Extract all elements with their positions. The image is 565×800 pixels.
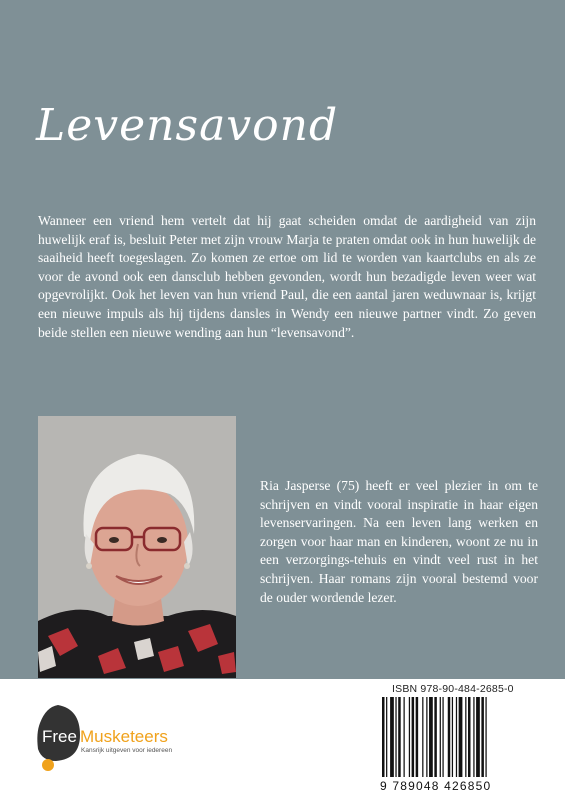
barcode-bar xyxy=(485,697,486,777)
barcode xyxy=(380,697,530,779)
barcode-bar xyxy=(456,697,457,777)
isbn-label: ISBN 978-90-484-2685-0 xyxy=(392,683,514,695)
barcode-bar xyxy=(448,697,451,777)
barcode-bar xyxy=(452,697,453,777)
barcode-bar xyxy=(465,697,466,777)
barcode-bar xyxy=(395,697,396,777)
barcode-bar xyxy=(440,697,441,777)
ean-digits: 9 789048 426850 xyxy=(380,779,492,793)
barcode-bar xyxy=(386,697,387,777)
barcode-bar xyxy=(398,697,401,777)
barcode-bar xyxy=(422,697,423,777)
author-photo xyxy=(38,416,236,678)
barcode-bar xyxy=(416,697,419,777)
barcode-bar xyxy=(429,697,433,777)
publisher-strip xyxy=(0,679,565,800)
book-title: Levensavond xyxy=(36,100,339,151)
barcode-bar xyxy=(468,697,471,777)
publisher-logo xyxy=(36,703,206,773)
publisher-name-musketeers: Musketeers xyxy=(80,727,168,746)
book-blurb: Wanneer een vriend hem vertelt dat hij gaat scheiden omdat de aardigheid van zijn huwelijk eraf is, besluit Peter met zijn vrouw Marja te praten omdat ook in hun huwelijk de saaiheid heeft toegeslagen. Zo komen ze ertoe om lid te worden van kaartclubs en als ze voor de avond ook een dansclub hebben gevonden, wordt hun bezadigde leven weer wat opgevrolijkt. Ook het leven van hun vriend Paul, die een aantal jaren weduwnaar is, krijgt een nieuwe impuls als hij tijdens dansles in Wendy een nieuwe partner vindt. Zo geven beide stellen een nieuwe wending aan hun “levensavond”. xyxy=(38,213,536,340)
publisher-name-free: Free xyxy=(42,727,77,746)
barcode-bar xyxy=(409,697,410,777)
barcode-bar xyxy=(426,697,427,777)
barcode-bar xyxy=(390,697,394,777)
publisher-tagline: Kansrijk uitgeven voor iedereen xyxy=(81,747,173,754)
barcode-bar xyxy=(442,697,443,777)
author-portrait-illustration xyxy=(38,416,236,678)
barcode-bar xyxy=(434,697,437,777)
barcode-bar xyxy=(473,697,474,777)
barcode-bar xyxy=(382,697,385,777)
barcode-bar xyxy=(459,697,463,777)
author-bio: Ria Jasperse (75) heeft er veel plezier in om te schrijven en vindt vooral inspiratie in haar eigen levenservaringen. Na een leven lang werken en zorgen voor haar man en kinderen, woont ze nu in een verzorgings-tehuis en vindt veel rust in het schrijven. Haar romans zijn vooral bestemd voor de ouder wordende lezer. xyxy=(260,478,538,605)
barcode-bar xyxy=(476,697,480,777)
barcode-bar xyxy=(404,697,405,777)
barcode-bar xyxy=(412,697,415,777)
barcode-bar xyxy=(481,697,484,777)
